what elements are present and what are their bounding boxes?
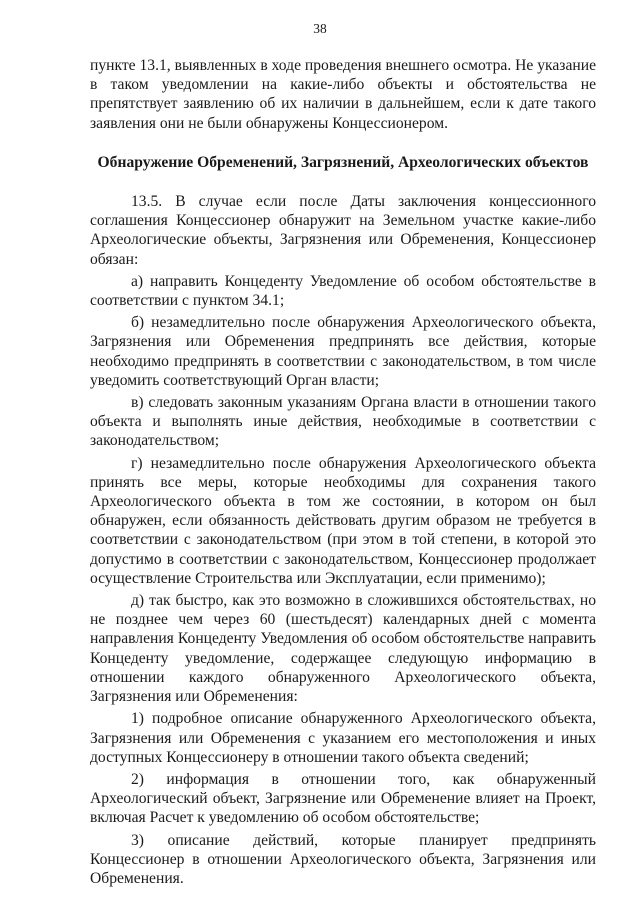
- sub-item-3: 3) описание действий, которые планирует предпринять Концессионер в отношении Археологического объекта, Загрязнения или Обременения.: [90, 831, 596, 887]
- section-heading: Обнаружение Обременений, Загрязнений, Археологических объектов: [97, 153, 589, 171]
- page-number: 38: [313, 21, 327, 36]
- intro-paragraph: пункте 13.1, выявленных в ходе проведения внешнего осмотра. Не указание в таком уведомлении на какие-либо объекты и обстоятельства не препятствует заявлению об их наличии в дальнейшем, если к дате такого заявления они не были обнаружены Концессионером.: [90, 57, 596, 132]
- sub-item-1: 1) подробное описание обнаруженного Археологического объекта, Загрязнения или Обременения с указанием его местоположения и иных доступных Концессионеру в отношении такого объекта сведений;: [90, 710, 596, 766]
- list-item-b: б) незамедлительно после обнаружения Археологического объекта, Загрязнения или Обременения предпринять все действия, которые необходимо предпринять в соответствии с законодательством, в том числе уведомить соответствующий Орган власти;: [90, 314, 596, 389]
- document-body: [90, 56, 596, 891]
- list-item-g: г) незамедлительно после обнаружения Археологического объекта принять все меры, которые необходимы для сохранения такого Археологического объекта в том же состоянии, в котором он был обнаружен, если обязанность действовать другим образом не требуется в соответствии с законодательством (при этом в той степени, в которой это допустимо в соответствии с законодательством, Концессионер продолжает осуществление Строительства или Эксплуатации, если применимо);: [90, 454, 596, 587]
- clause-13-5: 13.5. В случае если после Даты заключения концессионного соглашения Концессионер обнаружит на Земельном участке какие-либо Археологические объекты, Загрязнения или Обременения, Концессионер обязан:: [90, 193, 596, 268]
- sub-item-2: 2) информация в отношении того, как обнаруженный Археологический объект, Загрязнение или Обременение влияет на Проект, включая Расчет к уведомлению об особом обстоятельстве;: [90, 770, 596, 827]
- list-item-a: а) направить Концеденту Уведомление об особом обстоятельстве в соответствии с пунктом 34.1;: [90, 272, 596, 310]
- list-item-v: в) следовать законным указаниям Органа власти в отношении такого объекта и выполнять иные действия, необходимые в соответствии с законодательством;: [90, 394, 596, 450]
- list-item-d: д) так быстро, как это возможно в сложившихся обстоятельствах, но не позднее чем через 60 (шестьдесят) календарных дней с момента направления Концеденту Уведомления об особом обстоятельстве направить Концеденту уведомление, содержащее следующую информацию в отношении каждого обнаруженного Археологического объекта, Загрязнения или Обременения:: [90, 592, 596, 706]
